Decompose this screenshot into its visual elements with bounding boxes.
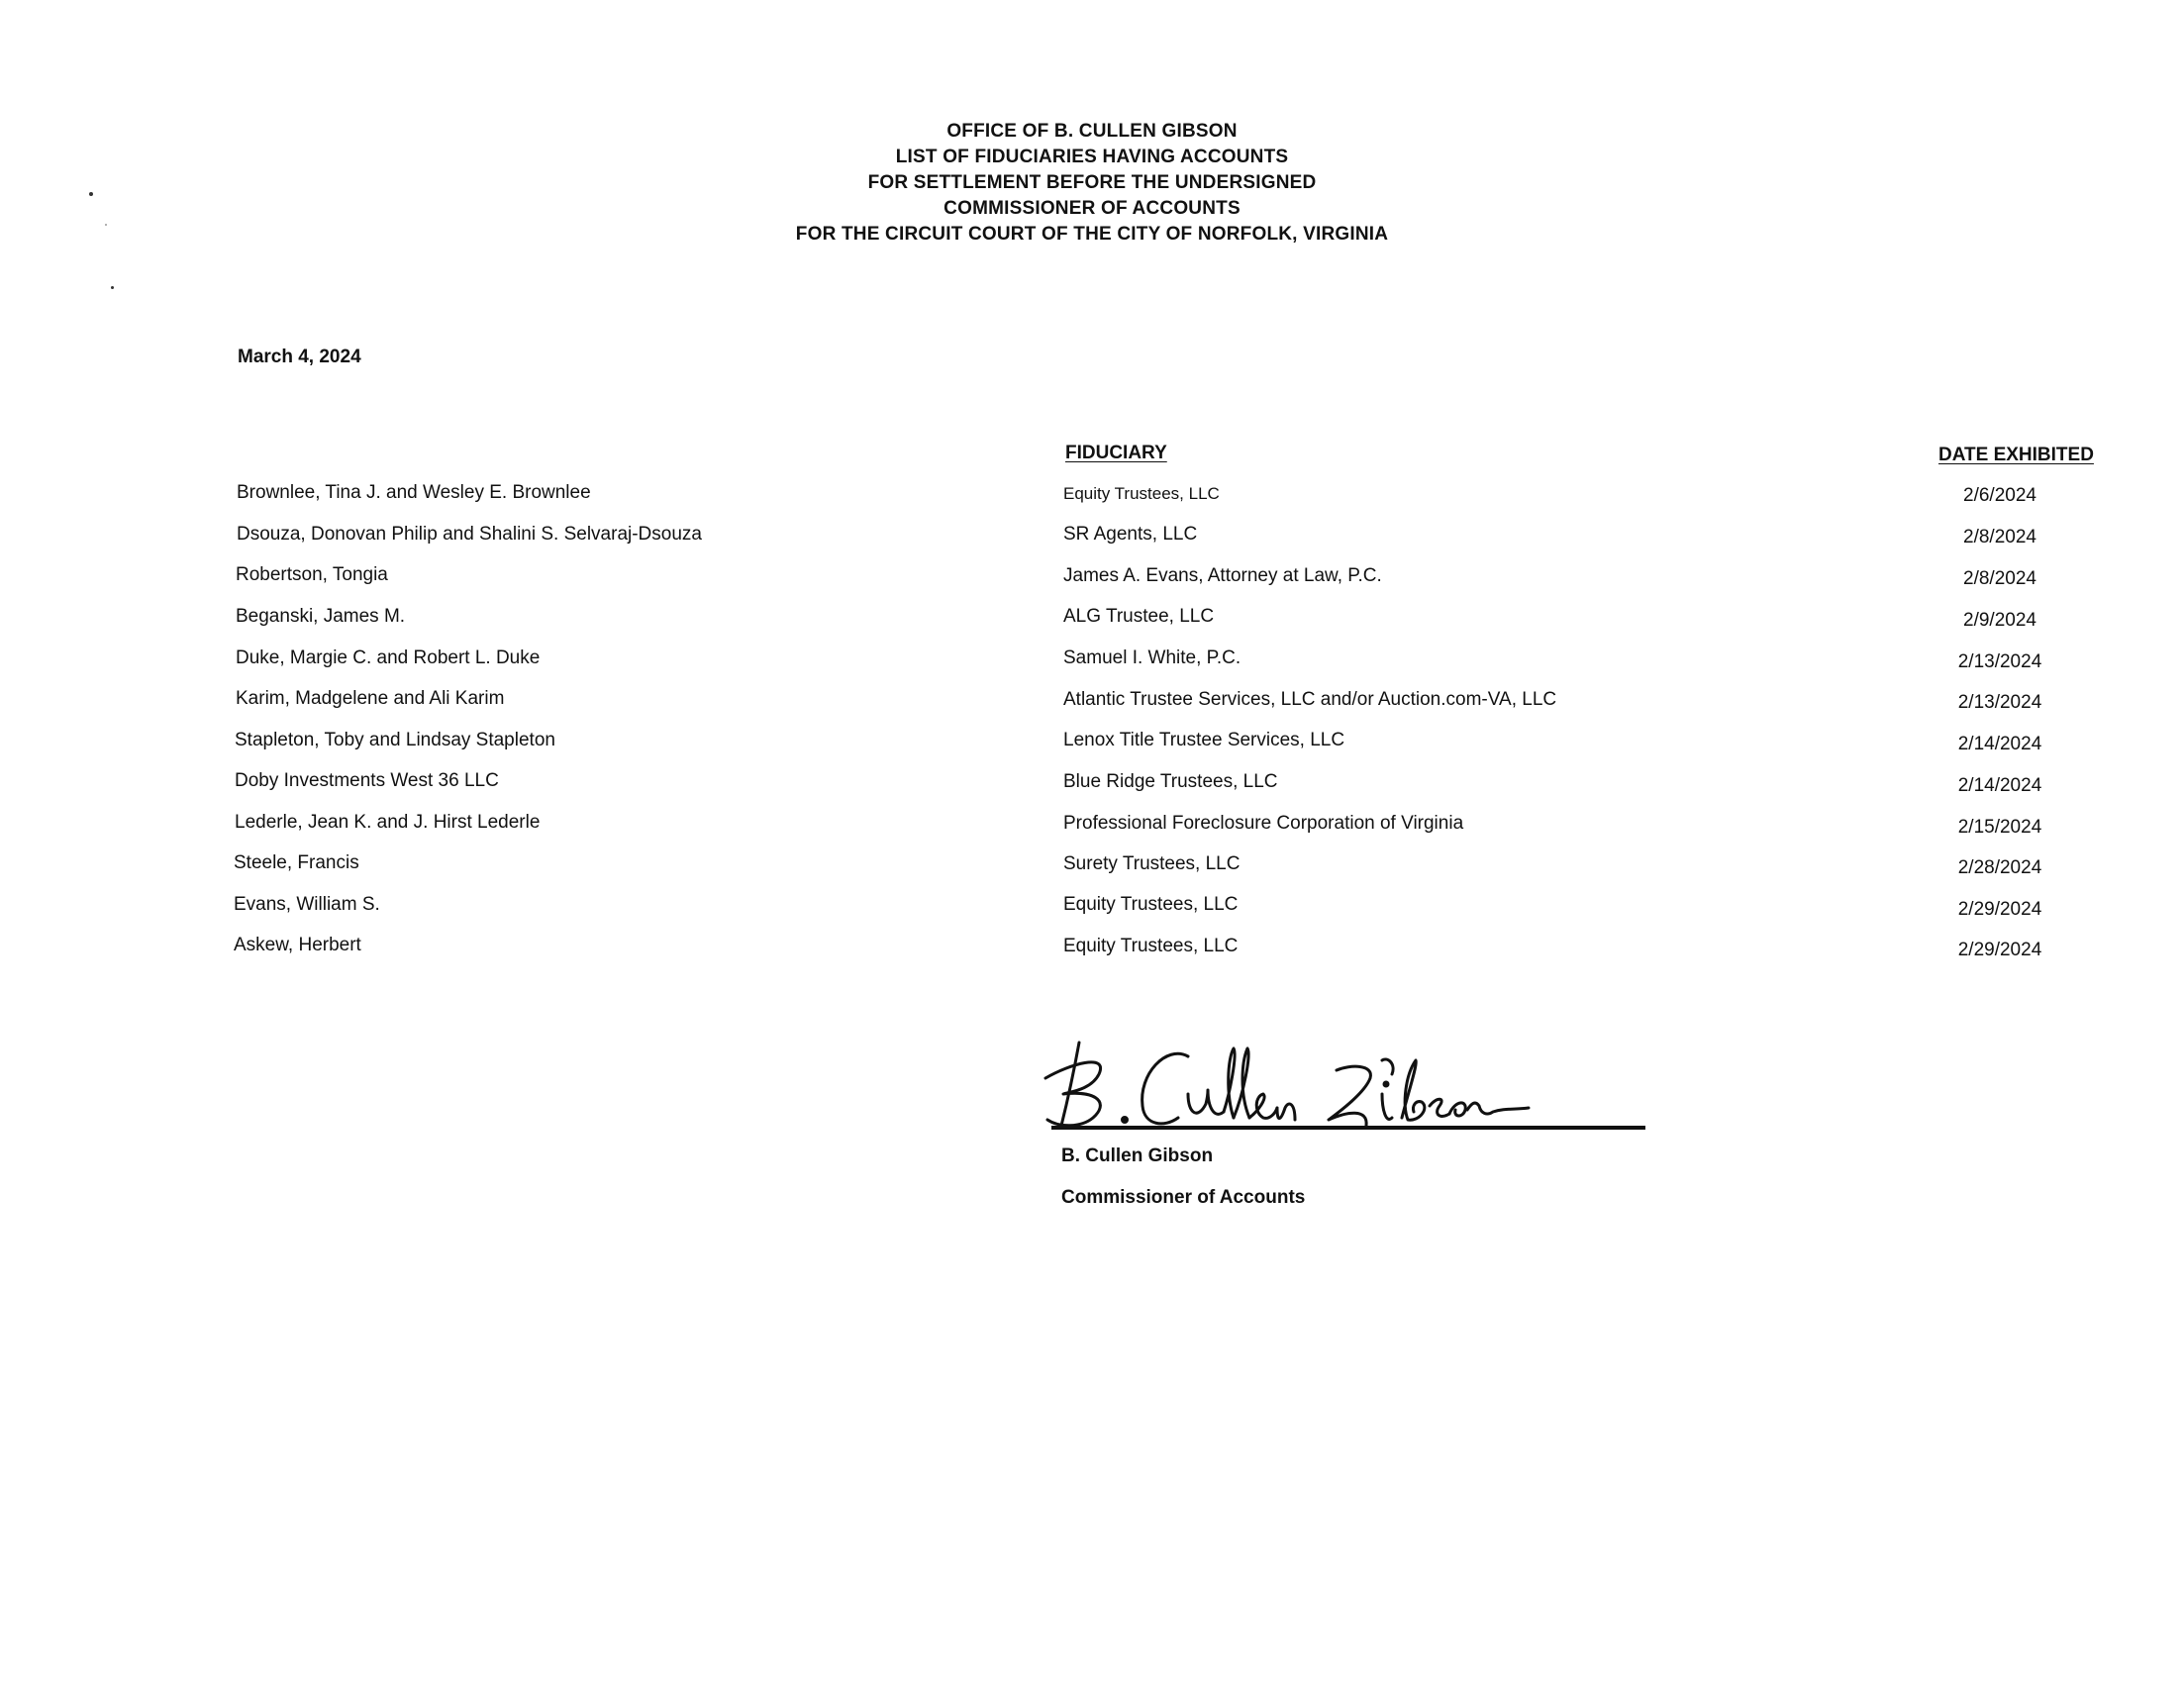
header-line: FOR THE CIRCUIT COURT OF THE CITY OF NORFOLK, VIRGINIA bbox=[795, 224, 1389, 245]
account-name: Dsouza, Donovan Philip and Shalini S. Selvaraj-Dsouza bbox=[237, 524, 702, 545]
header-line: OFFICE OF B. CULLEN GIBSON bbox=[946, 121, 1238, 142]
date-exhibited: 2/13/2024 bbox=[1957, 651, 2042, 672]
account-name: Doby Investments West 36 LLC bbox=[235, 770, 499, 791]
account-name: Askew, Herbert bbox=[234, 935, 361, 955]
table-row bbox=[0, 812, 2184, 842]
fiduciary-name: Equity Trustees, LLC bbox=[1063, 936, 1239, 956]
fiduciary-name: Samuel I. White, P.C. bbox=[1063, 647, 1241, 668]
date-exhibited-column-header: DATE EXHIBITED bbox=[1938, 445, 2094, 465]
table-row bbox=[0, 852, 2184, 882]
fiduciary-name: Surety Trustees, LLC bbox=[1063, 853, 1241, 874]
signatory-title: Commissioner of Accounts bbox=[1061, 1187, 1306, 1208]
date-exhibited: 2/9/2024 bbox=[1963, 610, 2036, 631]
table-row bbox=[0, 688, 2184, 718]
account-name: Karim, Madgelene and Ali Karim bbox=[236, 688, 505, 709]
document-header bbox=[0, 119, 2184, 248]
table-row bbox=[0, 770, 2184, 800]
date-exhibited: 2/28/2024 bbox=[1957, 857, 2042, 878]
fiduciary-name: Equity Trustees, LLC bbox=[1063, 484, 1220, 503]
table-row bbox=[0, 524, 2184, 553]
fiduciary-name: Professional Foreclosure Corporation of Virginia bbox=[1063, 813, 1464, 834]
handwritten-signature bbox=[1040, 1035, 1653, 1134]
fiduciary-name: SR Agents, LLC bbox=[1063, 524, 1198, 545]
account-name: Lederle, Jean K. and J. Hirst Lederle bbox=[235, 812, 541, 833]
date-exhibited: 2/14/2024 bbox=[1957, 775, 2042, 796]
signatory-name: B. Cullen Gibson bbox=[1061, 1145, 1214, 1166]
scan-speck bbox=[89, 192, 93, 196]
fiduciary-name: Equity Trustees, LLC bbox=[1063, 894, 1239, 915]
header-line: LIST OF FIDUCIARIES HAVING ACCOUNTS bbox=[895, 147, 1289, 167]
table-row bbox=[0, 647, 2184, 677]
date-exhibited: 2/15/2024 bbox=[1957, 817, 2042, 838]
table-row bbox=[0, 564, 2184, 594]
account-name: Evans, William S. bbox=[234, 894, 380, 915]
account-name: Stapleton, Toby and Lindsay Stapleton bbox=[235, 730, 555, 750]
signature-line bbox=[1051, 1126, 1645, 1130]
account-name: Brownlee, Tina J. and Wesley E. Brownlee bbox=[237, 482, 591, 503]
date-exhibited: 2/8/2024 bbox=[1963, 527, 2036, 547]
header-line: FOR SETTLEMENT BEFORE THE UNDERSIGNED bbox=[867, 172, 1317, 193]
date-exhibited: 2/29/2024 bbox=[1957, 899, 2042, 920]
table-row bbox=[0, 730, 2184, 759]
table-row bbox=[0, 606, 2184, 636]
header-line: COMMISSIONER OF ACCOUNTS bbox=[943, 198, 1241, 219]
account-name: Robertson, Tongia bbox=[236, 564, 388, 585]
fiduciary-column-header: FIDUCIARY bbox=[1065, 443, 1167, 463]
date-exhibited: 2/14/2024 bbox=[1957, 734, 2042, 754]
date-exhibited: 2/8/2024 bbox=[1963, 568, 2036, 589]
fiduciary-name: ALG Trustee, LLC bbox=[1063, 606, 1215, 627]
account-name: Duke, Margie C. and Robert L. Duke bbox=[236, 647, 541, 668]
table-row bbox=[0, 482, 2184, 512]
scan-speck bbox=[105, 224, 107, 226]
date-exhibited: 2/13/2024 bbox=[1957, 692, 2042, 713]
table-row bbox=[0, 894, 2184, 924]
date-exhibited: 2/29/2024 bbox=[1957, 940, 2042, 960]
fiduciary-name: Atlantic Trustee Services, LLC and/or Auction.com-VA, LLC bbox=[1063, 689, 1557, 710]
document-date: March 4, 2024 bbox=[238, 347, 361, 367]
scan-speck bbox=[111, 286, 114, 289]
date-exhibited: 2/6/2024 bbox=[1963, 485, 2036, 506]
account-name: Beganski, James M. bbox=[236, 606, 406, 627]
fiduciary-name: Blue Ridge Trustees, LLC bbox=[1063, 771, 1278, 792]
fiduciary-name: James A. Evans, Attorney at Law, P.C. bbox=[1063, 565, 1382, 586]
fiduciary-name: Lenox Title Trustee Services, LLC bbox=[1063, 730, 1345, 750]
account-name: Steele, Francis bbox=[234, 852, 359, 873]
table-row bbox=[0, 935, 2184, 964]
